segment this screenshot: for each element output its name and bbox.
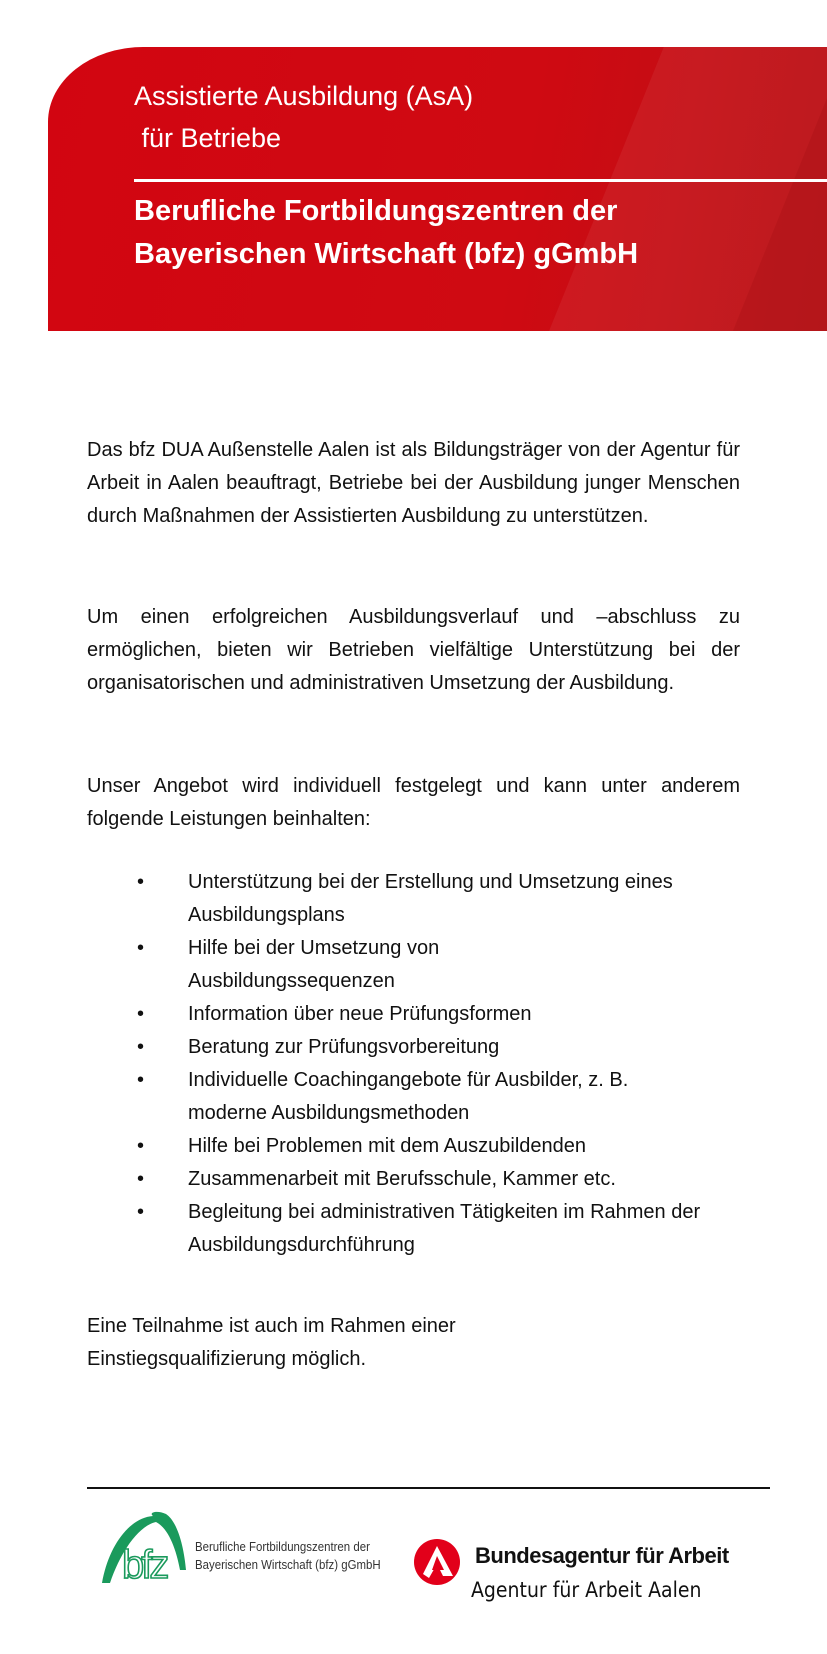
participation-note [87, 1310, 740, 1376]
bullet-icon: • [137, 1069, 145, 1091]
list-item-text: Hilfe bei der Umsetzung von Ausbildungssequenzen [188, 937, 440, 992]
bullet-icon: • [137, 1036, 145, 1058]
list-item [87, 1064, 747, 1130]
bundesagentur-name: Bundesagentur für Arbeit [475, 1543, 729, 1568]
footer-divider [87, 1487, 770, 1489]
list-item-text: Begleitung bei administrativen Tätigkeiten im Rahmen der Ausbildungsdurchführung [188, 1201, 701, 1256]
bullet-icon: • [137, 1135, 145, 1157]
list-item [87, 1130, 747, 1163]
header-banner [48, 47, 827, 331]
agentur-aalen-name: Agentur für Arbeit Aalen [471, 1578, 702, 1602]
list-item [87, 998, 747, 1031]
list-item-text: Individuelle Coachingangebote für Ausbilder, z. B. moderne Ausbildungsmethoden [188, 1069, 629, 1124]
list-item-text: Information über neue Prüfungsformen [188, 1003, 532, 1025]
list-item [87, 1163, 747, 1196]
bullet-icon: • [137, 871, 145, 893]
offer-paragraph: Unser Angebot wird individuell festgelegt und kann unter anderem folgende Leistungen beinhalten: [87, 775, 740, 830]
bullet-icon: • [137, 1201, 145, 1223]
header-divider [134, 179, 827, 182]
list-item-text: Hilfe bei Problemen mit dem Auszubildenden [188, 1135, 586, 1157]
bfz-name [195, 1538, 381, 1574]
bullet-icon: • [137, 1003, 145, 1025]
bullet-icon: • [137, 1168, 145, 1190]
bullet-icon: • [137, 937, 145, 959]
bundesagentur-logo-icon [413, 1538, 461, 1586]
bfz-name-line-2: Bayerischen Wirtschaft (bfz) gGmbH [195, 1557, 381, 1572]
support-paragraph: Um einen erfolgreichen Ausbildungsverlauf und –abschluss zu ermöglichen, bieten wir Betrieben vielfältige Unterstützung bei der organisatorischen und administrativen Umsetzung der Ausbildung. [87, 606, 740, 694]
bfz-name-line-1: Berufliche Fortbildungszentren der [195, 1539, 370, 1554]
list-item [87, 866, 747, 932]
svg-text:bfz: bfz [122, 1543, 167, 1587]
list-item [87, 1031, 747, 1064]
org-line-2: Bayerischen Wirtschaft (bfz) gGmbH [134, 238, 639, 270]
list-item-text: Beratung zur Prüfungsvorbereitung [188, 1036, 500, 1058]
list-item [87, 1196, 747, 1262]
list-item-text: Unterstützung bei der Erstellung und Umsetzung eines Ausbildungsplans [188, 871, 673, 926]
org-line-1: Berufliche Fortbildungszentren der [134, 195, 618, 227]
services-list [87, 866, 747, 1262]
list-item-text: Zusammenarbeit mit Berufsschule, Kammer etc. [188, 1168, 616, 1190]
document-title: Assistierte Ausbildung (AsA) für Betriebe [134, 81, 474, 153]
list-item [87, 932, 747, 998]
organization-name [134, 190, 638, 276]
note-line-1: Eine Teilnahme ist auch im Rahmen einer [87, 1315, 456, 1337]
intro-paragraph: Das bfz DUA Außenstelle Aalen ist als Bildungsträger von der Agentur für Arbeit in Aalen beauftragt, Betriebe bei der Ausbildung junger Menschen durch Maßnahmen der Assistierten Ausbildung zu unterstützen. [87, 439, 740, 527]
note-line-2: Einstiegsqualifizierung möglich. [87, 1348, 367, 1370]
